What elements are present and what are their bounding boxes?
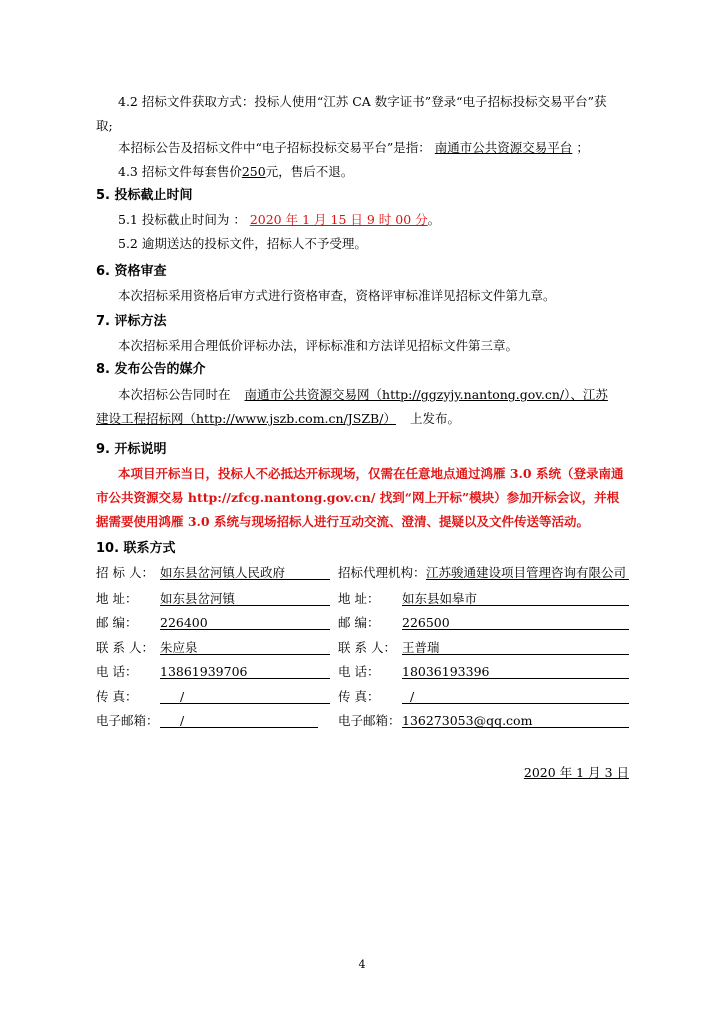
s8-line2-media: 建设工程招标网（http://www.jszb.com.cn/JSZB/） — [96, 411, 396, 426]
contact-left-value: 如东县岔河镇人民政府 — [160, 565, 286, 580]
page-number: 4 — [358, 958, 366, 971]
s42-platform-suffix: ； — [576, 140, 589, 155]
s43-price: 250 — [241, 164, 266, 179]
contact-left-rule — [160, 727, 318, 728]
contact-left-label: 联 系 人： — [96, 640, 154, 655]
s42-line1: 4.2 招标文件获取方式：投标人使用“江苏 CA 数字证书”登录“电子招标投标交易平台”获 — [118, 94, 607, 109]
s43-prefix: 4.3 招标文件每套售价 — [118, 164, 242, 179]
contact-left-label: 电 话： — [96, 664, 138, 679]
s43-line — [118, 164, 353, 180]
s5-item2: 5.2 逾期送达的投标文件，招标人不予受理。 — [118, 236, 367, 251]
contact-left-rule — [160, 654, 330, 655]
document-date: 2020 年 1 月 3 日 — [523, 765, 629, 780]
s9-line1: 本项目开标当日，投标人不必抵达开标现场，仅需在任意地点通过鸿雁 3.0 系统（登录南通 — [118, 466, 624, 481]
s9-line2: 市公共资源交易 http://zfcg.nantong.gov.cn/ 找到“网上开标”模块）参加开标会议，并根 — [96, 490, 620, 505]
contact-right-value: 136273053@qq.com — [402, 713, 533, 728]
contact-right-rule — [402, 703, 629, 704]
s42-platform-name: 南通市公共资源交易平台 — [434, 140, 573, 155]
s5-item1-suffix: 。 — [427, 212, 441, 227]
s7-heading: 7. 评标方法 — [96, 314, 167, 329]
contact-right-rule — [402, 629, 629, 630]
s8-line1 — [118, 387, 608, 403]
contact-left-label: 邮 编： — [96, 615, 138, 630]
contact-right-label: 招标代理机构： — [338, 565, 426, 580]
contact-right-label: 电 话： — [338, 664, 380, 679]
s7-text: 本次招标采用合理低价评标办法，评标标准和方法详见招标文件第三章。 — [118, 338, 519, 353]
s5-deadline: 2020 年 1 月 15 日 9 时 00 分 — [249, 212, 428, 227]
contact-left-rule — [160, 579, 330, 580]
s8-line2 — [96, 411, 460, 427]
contact-right-label: 传 真： — [338, 689, 380, 704]
s42-line2: 取; — [96, 118, 113, 133]
s5-item1-prefix: 5.1 投标截止时间为 ： — [118, 212, 246, 227]
contact-right-rule — [426, 579, 629, 580]
contact-right-rule — [402, 605, 629, 606]
contact-left-value: / — [180, 713, 185, 728]
contact-right-label: 地 址： — [338, 591, 380, 606]
contact-left-value: 13861939706 — [160, 664, 248, 679]
contact-left-rule — [160, 629, 330, 630]
contact-right-value: / — [410, 689, 415, 704]
s5-heading: 5. 投标截止时间 — [96, 188, 193, 203]
contact-left-label: 招 标 人： — [96, 565, 154, 580]
contact-right-label: 电子邮箱： — [338, 713, 401, 728]
contact-left-label: 电子邮箱： — [96, 713, 159, 728]
contact-right-value: 18036193396 — [402, 664, 490, 679]
s42-platform — [118, 140, 589, 156]
s42-platform-prefix: 本招标公告及招标文件中“电子招标投标交易平台”是指： — [118, 140, 431, 155]
contact-left-value: 朱应泉 — [160, 640, 198, 655]
contact-right-value: 王普瑞 — [402, 640, 440, 655]
contact-left-rule — [160, 605, 330, 606]
s8-heading: 8. 发布公告的媒介 — [96, 362, 206, 377]
s43-suffix: 元，售后不退。 — [265, 164, 354, 179]
contact-right-label: 联 系 人： — [338, 640, 396, 655]
s8-line2-suffix: 上发布。 — [409, 411, 460, 426]
s8-line1-media: 南通市公共资源交易网（http://ggzyjy.nantong.gov.cn/）、江苏 — [244, 387, 608, 402]
s6-heading: 6. 资格审查 — [96, 264, 167, 279]
s5-item1 — [118, 212, 440, 228]
s6-text: 本次招标采用资格后审方式进行资格审查，资格评审标准详见招标文件第九章。 — [118, 288, 556, 303]
contact-right-rule — [402, 654, 629, 655]
contact-left-rule — [160, 703, 330, 704]
contact-right-rule — [402, 727, 629, 728]
contact-left-rule — [160, 678, 330, 679]
contact-right-value: 如东县如皋市 — [402, 591, 478, 606]
s8-line1-prefix: 本次招标公告同时在 — [118, 387, 231, 402]
s9-heading: 9. 开标说明 — [96, 442, 167, 457]
contact-right-label: 邮 编： — [338, 615, 380, 630]
s10-heading: 10. 联系方式 — [96, 541, 176, 556]
contact-left-label: 传 真： — [96, 689, 138, 704]
contact-right-rule — [402, 678, 629, 679]
contact-right-value: 江苏骏通建设项目管理咨询有限公司 — [426, 565, 627, 580]
contact-left-value: 226400 — [160, 615, 208, 630]
contact-left-value: / — [180, 689, 185, 704]
s9-line3: 据需要使用鸿雁 3.0 系统与现场招标人进行互动交流、澄清、提疑以及文件传送等活动。 — [96, 514, 589, 529]
contact-left-value: 如东县岔河镇 — [160, 591, 236, 606]
contact-right-value: 226500 — [402, 615, 450, 630]
contact-left-label: 地 址： — [96, 591, 138, 606]
